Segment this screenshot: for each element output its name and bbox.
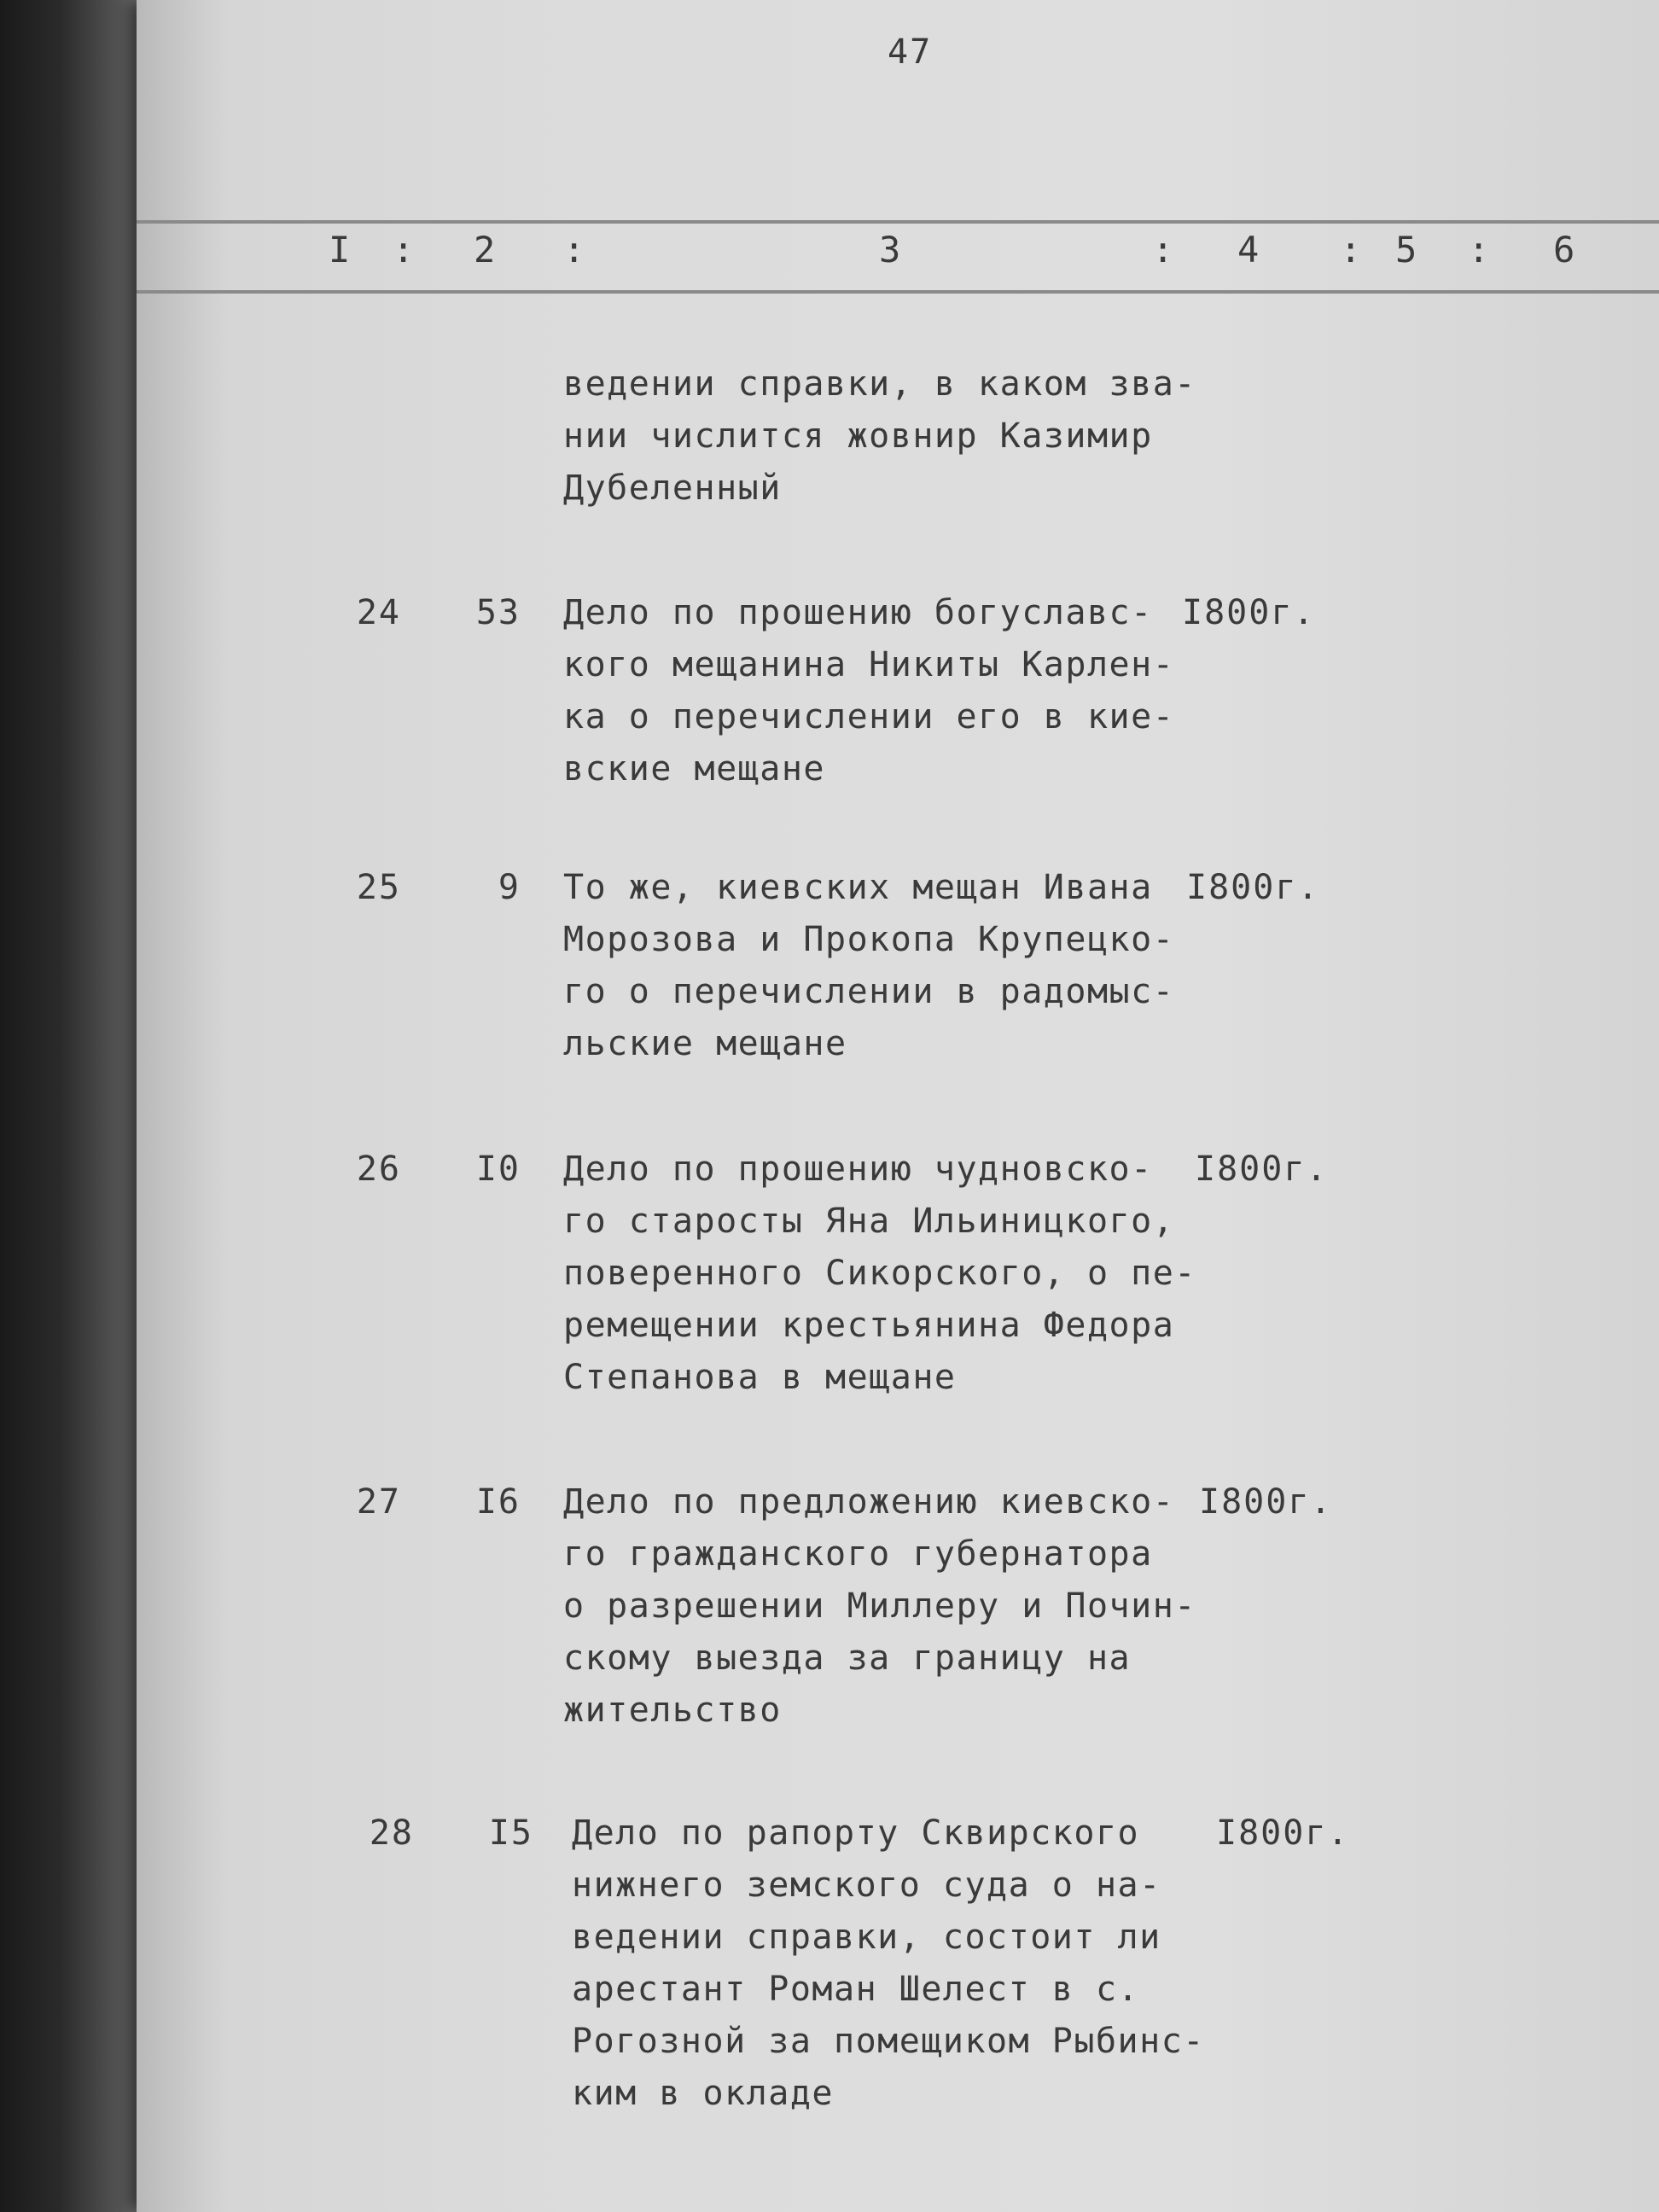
description-line: го гражданского губернатора (563, 1534, 1153, 1574)
description-line: поверенного Сикорского, о пе- (563, 1254, 1196, 1293)
entry-number: 27 (356, 1482, 401, 1522)
entry-number: 26 (356, 1150, 401, 1189)
header-separator: : (563, 229, 585, 271)
entry-date: I800г. (1182, 593, 1316, 632)
entry-date: I800г. (1216, 1813, 1350, 1853)
description-line: о разрешении Миллеру и Почин- (563, 1586, 1196, 1626)
item-number: I5 (488, 1813, 533, 1853)
description-line: То же, киевских мещан Ивана (563, 868, 1153, 907)
entry-date: I800г. (1195, 1150, 1329, 1189)
description-line: Дело по прошению чудновско- (563, 1150, 1153, 1189)
binding-shadow (0, 0, 149, 2212)
entry-number: 24 (356, 593, 401, 632)
continuation-description (563, 358, 1212, 515)
description-line: арестант Роман Шелест в с. (572, 1970, 1140, 2009)
entry-date: I800г. (1199, 1482, 1333, 1522)
page-number: 47 (888, 32, 933, 72)
entry-description (563, 862, 1212, 1070)
header-rule-bottom (137, 290, 1659, 294)
item-number: I6 (475, 1482, 521, 1522)
entry-description (563, 1144, 1212, 1404)
entry-number: 28 (369, 1813, 414, 1853)
description-line: кого мещанина Никиты Карлен- (563, 645, 1175, 684)
description-line: ремещении крестьянина Федора (563, 1306, 1175, 1345)
description-line: ведении справки, состоит ли (572, 1918, 1161, 1957)
document-page (137, 0, 1659, 2212)
header-rule-top (137, 220, 1659, 224)
entry-description (572, 1807, 1220, 2120)
description-line: Рогозной за помещиком Рыбинс- (572, 2022, 1205, 2061)
description-line: ведении справки, в каком зва- (563, 364, 1196, 404)
header-col-6: 6 (1553, 229, 1575, 271)
description-line: вские мещане (563, 749, 825, 789)
item-number: 9 (498, 868, 521, 907)
description-line: скому выезда за границу на (563, 1639, 1132, 1678)
description-line: Дело по предложению киевско- (563, 1482, 1175, 1522)
entry-number: 25 (356, 868, 401, 907)
header-col-2: 2 (474, 229, 496, 271)
header-col-5: 5 (1395, 229, 1417, 271)
header-separator: : (1468, 229, 1490, 271)
description-line: льские мещане (563, 1024, 847, 1063)
item-number: 53 (475, 593, 521, 632)
header-separator: : (1340, 229, 1362, 271)
description-line: Дубеленный (563, 469, 782, 508)
header-separator: : (393, 229, 415, 271)
description-line: ким в окладе (572, 2074, 834, 2113)
description-line: го о перечислении в радомыс- (563, 972, 1175, 1011)
description-line: Дело по рапорту Сквирского (572, 1813, 1140, 1853)
header-col-1: I (329, 229, 351, 271)
header-col-4: 4 (1237, 229, 1260, 271)
description-line: жительство (563, 1691, 782, 1730)
description-line: нии числится жовнир Казимир (563, 416, 1153, 456)
header-col-3: 3 (879, 229, 901, 271)
description-line: нижнего земского суда о на- (572, 1866, 1161, 1905)
description-line: го старосты Яна Ильиницкого, (563, 1202, 1175, 1241)
entry-description (563, 587, 1212, 795)
item-number: I0 (475, 1150, 521, 1189)
entry-description (563, 1476, 1212, 1737)
entry-date: I800г. (1186, 868, 1320, 907)
description-line: ка о перечислении его в кие- (563, 697, 1175, 736)
header-separator: : (1152, 229, 1174, 271)
description-line: Степанова в мещане (563, 1358, 957, 1397)
description-line: Дело по прошению богуславс- (563, 593, 1153, 632)
description-line: Морозова и Прокопа Крупецко- (563, 920, 1175, 959)
